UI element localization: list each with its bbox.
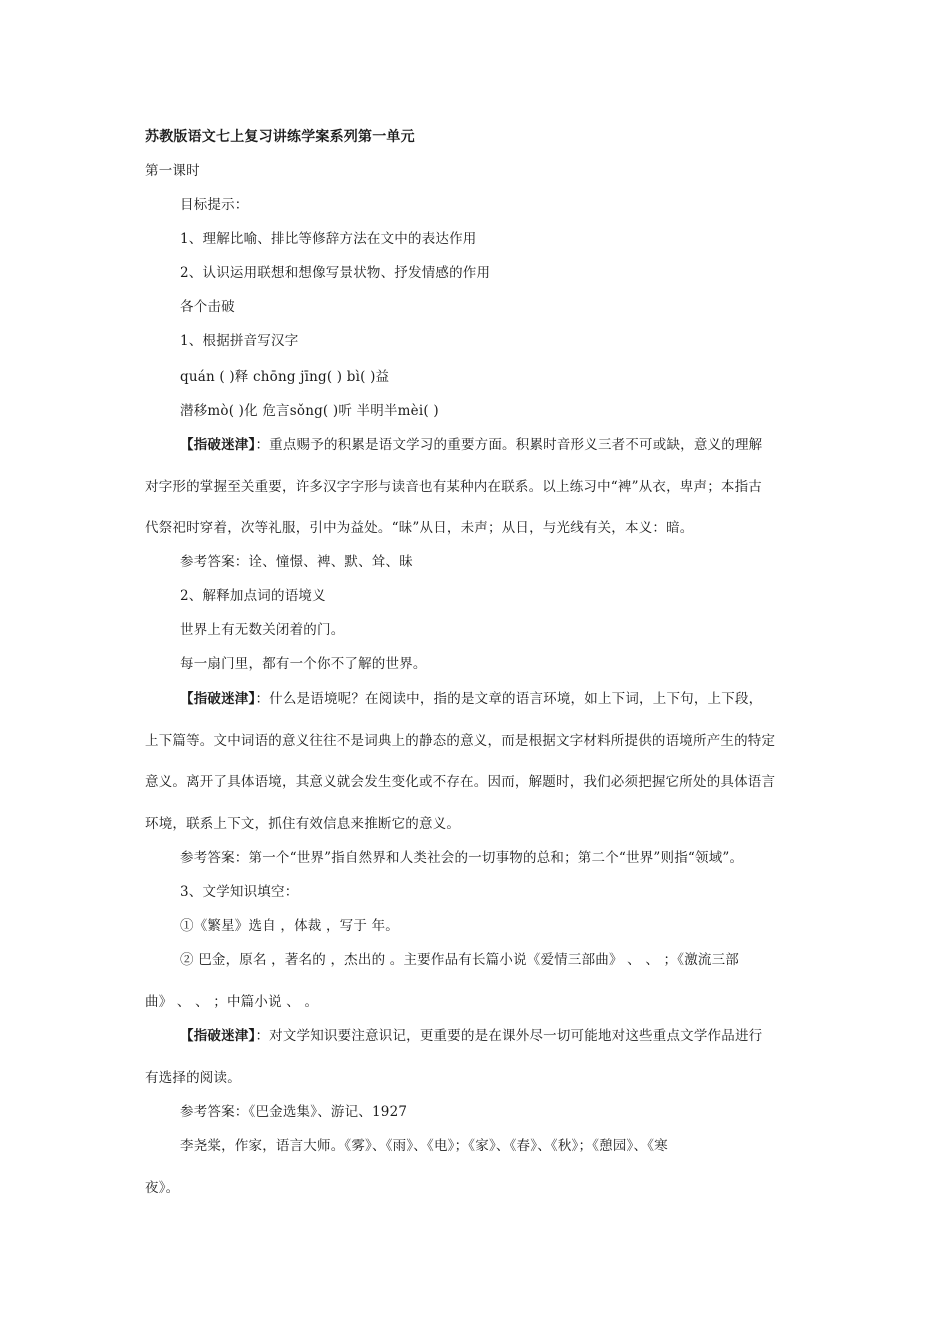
- answer-text: 参考答案：诠、憧憬、裨、默、耸、昧: [180, 554, 413, 570]
- tip-text: 环境，联系上下文，抓住有效信息来推断它的意义。: [145, 816, 461, 832]
- answer-text: 夜》。: [145, 1180, 180, 1196]
- pinyin-line: 潜移mò( )化 危言sǒng( )听 半明半mèi( ): [180, 403, 439, 419]
- section-heading: 各个击破: [180, 299, 235, 315]
- question-heading: 3、文学知识填空：: [180, 884, 299, 900]
- tip-paragraph: [180, 690, 762, 708]
- tip-text: ：重点赐予的积累是语文学习的重要方面。积累时音形义三者不可或缺，意义的理解: [255, 437, 763, 453]
- tip-paragraph: [180, 1027, 762, 1045]
- tip-label: 【指破迷津】: [180, 437, 256, 453]
- tip-label: 【指破迷津】: [180, 691, 256, 707]
- fill-blank-item: ② 巴金，原名 ，著名的 ，杰出的 。主要作品有长篇小说《爱情三部曲》 、 、 ；《激流三部: [180, 952, 739, 968]
- tip-text: 上下篇等。文中词语的意义往往不是词典上的静态的意义，而是根据文字材料所提供的语境所产生的特定: [145, 733, 776, 749]
- tip-text: 对字形的掌握至关重要，许多汉字字形与读音也有某种内在联系。以上练习中“裨”从衣，卑声；本指古: [145, 479, 763, 495]
- example-sentence: 世界上有无数关闭着的门。: [180, 622, 345, 638]
- tip-text: ：什么是语境呢？在阅读中，指的是文章的语言环境，如上下词，上下句，上下段，: [255, 691, 763, 707]
- pinyin-line: quán ( )释 chōng jīng( ) bì( )益: [180, 369, 390, 385]
- example-sentence: 每一扇门里，都有一个你不了解的世界。: [180, 656, 427, 672]
- fill-blank-item: ①《繁星》选自 ，体裁 ，写于 年。: [180, 918, 399, 934]
- tip-paragraph: [180, 436, 762, 454]
- goal-heading: 目标提示：: [180, 197, 249, 213]
- goal-item: 2、认识运用联想和想像写景状物、抒发情感的作用: [180, 265, 491, 281]
- lesson-label: 第一课时: [145, 163, 200, 179]
- fill-blank-item: 曲》 、 、 ；中篇小说 、 。: [145, 994, 319, 1010]
- question-heading: 1、根据拼音写汉字: [180, 333, 299, 349]
- tip-text: 意义。离开了具体语境，其意义就会发生变化或不存在。因而，解题时，我们必须把握它所处的具体语言: [145, 774, 776, 790]
- tip-text: 代祭祀时穿着，次等礼服，引中为益处。“昧”从日，未声；从日，与光线有关，本义：暗。: [145, 520, 694, 536]
- document-title: 苏教版语文七上复习讲练学案系列第一单元: [145, 129, 415, 145]
- answer-text: 李尧棠，作家，语言大师。《雾》、《雨》、《电》；《家》、《春》、《秋》；《憩园》、《寒: [180, 1138, 668, 1154]
- answer-text: 参考答案：第一个“世界”指自然界和人类社会的一切事物的总和；第二个“世界”则指“领域”。: [180, 850, 744, 866]
- tip-text: 有选择的阅读。: [145, 1070, 241, 1086]
- tip-label: 【指破迷津】: [180, 1028, 256, 1044]
- answer-text: 参考答案：《巴金选集》、游记、1927: [180, 1104, 408, 1120]
- tip-text: ：对文学知识要注意识记，更重要的是在课外尽一切可能地对这些重点文学作品进行: [255, 1028, 763, 1044]
- goal-item: 1、理解比喻、排比等修辞方法在文中的表达作用: [180, 231, 477, 247]
- question-heading: 2、解释加点词的语境义: [180, 588, 326, 604]
